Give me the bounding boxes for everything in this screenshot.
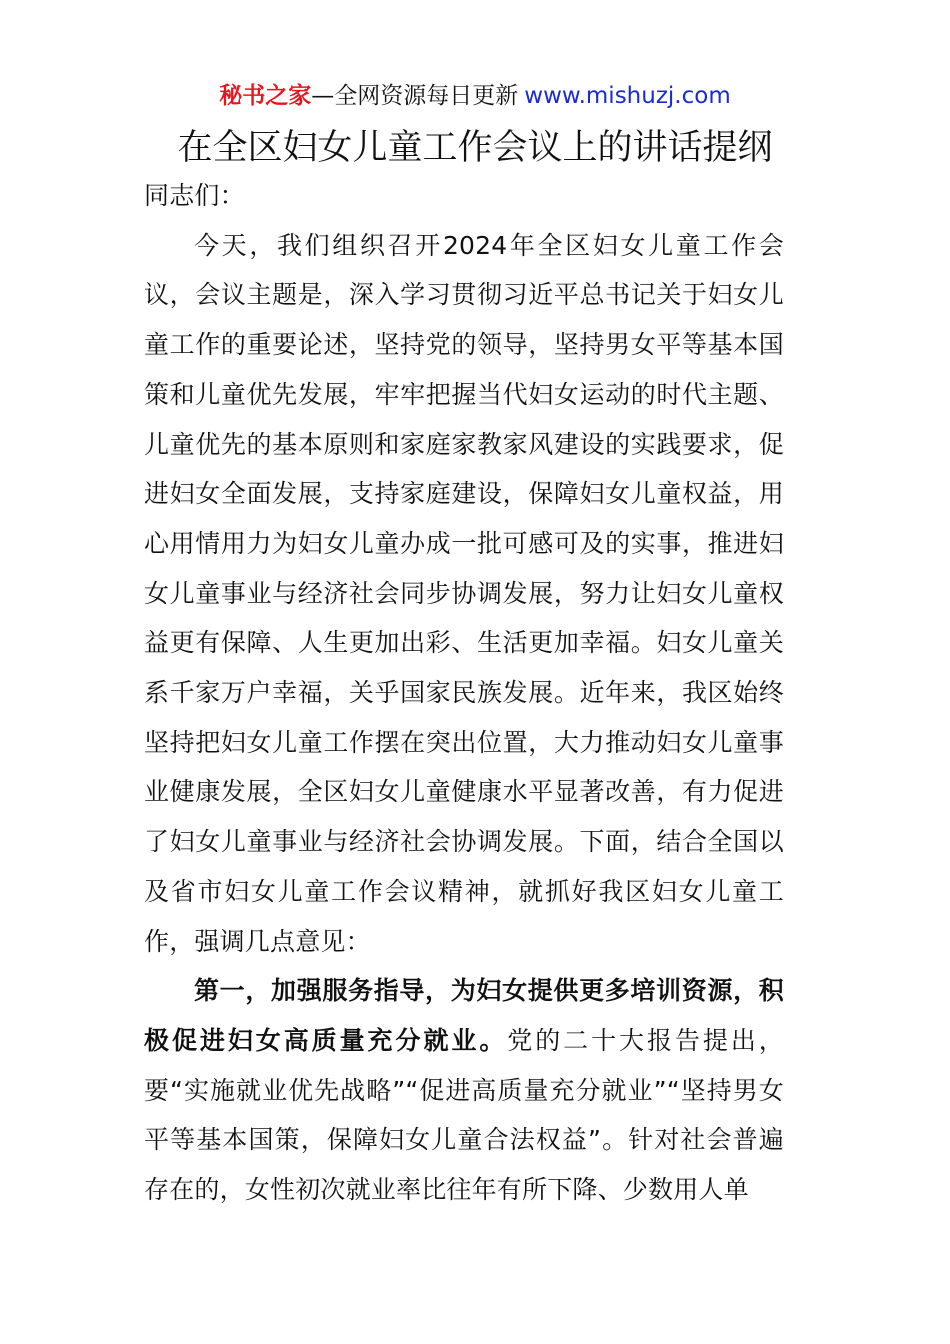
section-heading: 第一，加强服务指导，为妇女提供更多培训资源，积极促进妇女高质量充分就业。 bbox=[144, 976, 784, 1055]
site-header bbox=[0, 80, 950, 112]
paragraph-intro: 今天，我们组织召开2024年全区妇女儿童工作会议，会议主题是，深入学习贯彻习近平总书记关于妇女儿童工作的重要论述，坚持党的领导，坚持男女平等基本国策和儿童优先发展，牢牢把握当代妇女运动的时代主题、儿童优先的基本原则和家庭家教家风建设的实践要求，促进妇女全面发展，支持家庭建设，保障妇女儿童权益，用心用情用力为妇女儿童办成一批可感可及的实事，推进妇女儿童事业与经济社会同步协调发展，努力让妇女儿童权益更有保障、人生更加出彩、生活更加幸福。妇女儿童关系千家万户幸福，关乎国家民族发展。近年来，我区始终坚持把妇女儿童工作摆在突出位置，大力推动妇女儿童事业健康发展，全区妇女儿童健康水平显著改善，有力促进了妇女儿童事业与经济社会协调发展。下面，结合全国以及省市妇女儿童工作会议精神，就抓好我区妇女儿童工作，强调几点意见： bbox=[144, 230, 784, 956]
header-tagline: —全网资源每日更新 bbox=[311, 83, 519, 109]
greeting: 同志们： bbox=[144, 181, 245, 210]
paragraph-first-point bbox=[144, 966, 784, 1215]
paragraph-text: 党的二十大报告提出，要“实施就业优先战略”“促进高质量充分就业”“坚持男女平等基本国策，保障妇女儿童合法权益”。针对社会普遍存在的，女性初次就业率比往年有所下降、少数用人单 bbox=[144, 1025, 784, 1205]
brand-name: 秘书之家 bbox=[219, 83, 312, 109]
document-body bbox=[144, 171, 784, 1215]
site-url[interactable]: www.mishuzj.com bbox=[524, 83, 731, 109]
document-title: 在全区妇女儿童工作会议上的讲话提纲 bbox=[177, 128, 773, 168]
